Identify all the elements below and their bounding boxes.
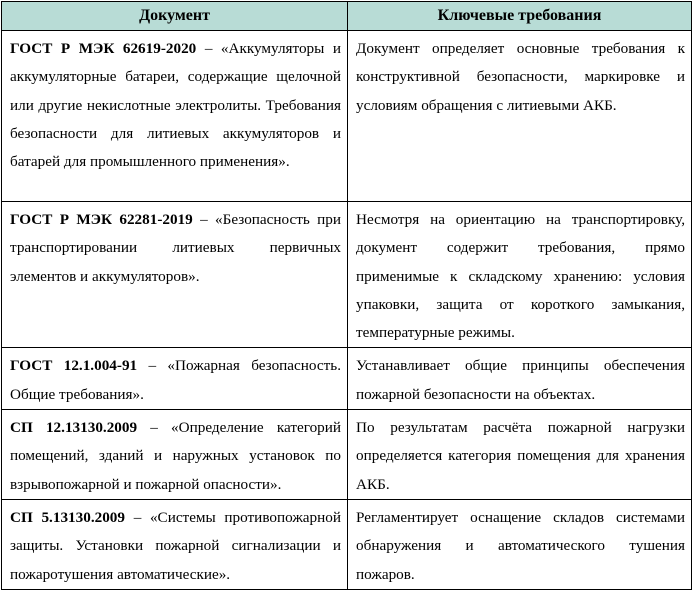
document-cell <box>2 348 348 410</box>
document-title: – «Пожарная безопасность. Общие требования». <box>10 357 341 403</box>
column-header-requirements: Ключевые требования <box>348 2 692 31</box>
requirements-cell <box>348 31 692 202</box>
document-title: – «Безопасность при транспортировании литиевых первичных элементов и аккумуляторов». <box>10 211 342 285</box>
requirements-text: Регламентирует оснащение складов системами обнаружения и автоматического тушения пожаров. <box>356 508 685 583</box>
document-cell <box>2 499 348 589</box>
document-code: ГОСТ Р МЭК 62281-2019 <box>10 211 193 228</box>
document-title: – «Аккумуляторы и аккумуляторные батареи, содержащие щелочной или другие некислотные электролиты. Требования безопасности для литиевых аккумуляторов и батарей для промышленного применения». <box>10 40 342 171</box>
document-cell <box>2 410 348 500</box>
requirements-text: Несмотря на ориентацию на транспортировку, документ содержит требования, прямо применимые к складскому хранению: условия упаковки, защита от короткого замыкания, температурные режимы. <box>356 211 685 342</box>
document-code: СП 12.13130.2009 <box>10 419 138 437</box>
table-row <box>2 348 692 410</box>
requirements-cell <box>348 202 692 348</box>
column-header-document: Документ <box>2 2 348 31</box>
table-row <box>2 410 692 500</box>
table-body <box>2 31 692 590</box>
document-code: ГОСТ Р МЭК 62619-2020 <box>10 40 197 57</box>
requirements-cell <box>348 348 692 410</box>
table-row <box>2 499 692 589</box>
header-row <box>2 2 692 31</box>
document-cell <box>2 202 348 348</box>
document-code: ГОСТ 12.1.004-91 <box>10 357 138 375</box>
table-row <box>2 31 692 202</box>
table-row <box>2 202 692 348</box>
document-cell <box>2 31 348 202</box>
requirements-text: Документ определяет основные требования к конструктивной безопасности, маркировке и условиям обращения с литиевыми АКБ. <box>356 40 685 114</box>
document-code: СП 5.13130.2009 <box>10 508 125 526</box>
requirements-text: Устанавливает общие принципы обеспечения пожарной безопасности на объектах. <box>356 357 685 403</box>
requirements-cell <box>348 410 692 500</box>
requirements-cell <box>348 499 692 589</box>
table-header <box>2 2 692 31</box>
standards-table <box>1 1 692 590</box>
requirements-text: По результатам расчёта пожарной нагрузки определяется категория помещения для хранения АКБ. <box>356 419 685 493</box>
document-title: – «Системы противопожарной защиты. Установки пожарной сигнализации и пожаротушения автоматические». <box>10 508 341 583</box>
document-title: – «Определение категорий помещений, зданий и наружных установок по взрывопожарной и пожарной опасности». <box>10 419 342 493</box>
